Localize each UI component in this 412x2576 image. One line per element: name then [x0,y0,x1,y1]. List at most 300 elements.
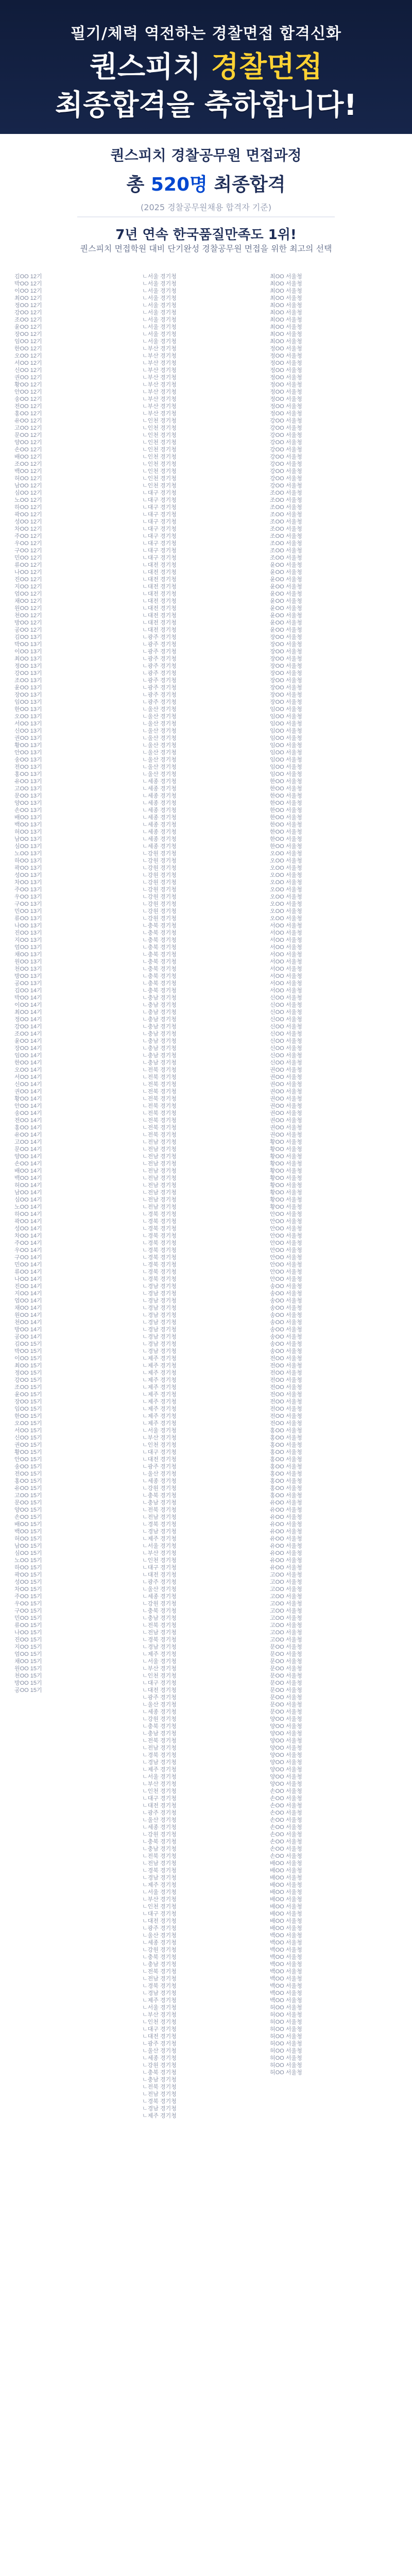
roster-item: 장OO 서울청 [270,685,302,691]
roster-item: 허OO 15기 [14,1536,42,1542]
roster-item: 신OO 서울청 [270,1024,302,1030]
roster-item: 전OO 서울청 [270,1377,302,1383]
roster-item: 조OO 12기 [14,317,42,323]
roster-item: ㄴ부산 경기청 [142,411,177,417]
roster-item: 고OO 서울청 [270,1630,302,1636]
roster-item: 양OO 서울청 [270,1738,302,1744]
roster-item: ㄴ전남 경기청 [142,1204,177,1210]
roster-item: 안OO 12기 [14,389,42,395]
roster-item: ㄴ전북 경기청 [142,1853,177,1859]
roster-item: ㄴ경북 경기청 [142,1262,177,1268]
roster-item: ㄴ광주 경기청 [142,663,177,669]
roster-item: 한OO 12기 [14,346,42,352]
roster-item: ㄴ인천 경기청 [142,1557,177,1564]
roster-item: ㄴ서울 경기청 [142,1774,177,1780]
roster-column-3 [270,273,398,2076]
roster-item: ㄴ인천 경기청 [142,439,177,446]
roster-item: 원OO 15기 [14,1666,42,1672]
roster-item: 임OO 서울청 [270,714,302,720]
roster-item: ㄴ울산 경기청 [142,1817,177,1823]
roster-item: 신OO 서울청 [270,1031,302,1037]
roster-item: 권OO 서울청 [270,1103,302,1109]
roster-item: 신OO 서울청 [270,1002,302,1008]
roster-item: 한OO 서울청 [270,800,302,806]
roster-item: 조OO 서울청 [270,540,302,547]
roster-item: 백OO 15기 [14,1529,42,1535]
roster-item: 진OO 12기 [14,577,42,583]
roster-item: 백OO 서울청 [270,1940,302,1946]
roster-item: 송OO 서울청 [270,1348,302,1354]
roster-item: 임OO 서울청 [270,757,302,763]
roster-item: 주OO 14기 [14,1240,42,1246]
roster-item: 강OO 서울청 [270,461,302,467]
roster-item: 송OO 14기 [14,1110,42,1116]
roster-item: 서OO 서울청 [270,959,302,965]
roster-item: 고OO 서울청 [270,1637,302,1643]
roster-item: ㄴ제주 경기청 [142,1370,177,1376]
roster-item: ㄴ서울 경기청 [142,1889,177,1895]
roster-item: ㄴ강원 경기청 [142,858,177,864]
roster-item: 민OO 13기 [14,908,42,914]
roster-item: 구OO 13기 [14,901,42,907]
roster-item: 허OO 서울청 [270,2033,302,2040]
roster-item: ㄴ부산 경기청 [142,375,177,381]
roster-item: 오OO 서울청 [270,916,302,922]
roster-item: 강OO 서울청 [270,418,302,424]
roster-item: 허OO 서울청 [270,2005,302,2011]
roster-item: ㄴ경남 경기청 [142,1875,177,1881]
roster-item: 정OO 서울청 [270,396,302,402]
roster-item: 홍OO 서울청 [270,1471,302,1477]
roster-item: 우OO 14기 [14,1247,42,1253]
roster-item: 유OO 14기 [14,1132,42,1138]
roster-item: 노OO 13기 [14,851,42,857]
roster-item: 손OO 서울청 [270,1853,302,1859]
roster-item: ㄴ경남 경기청 [142,1348,177,1354]
count-value: 520명 [150,174,208,195]
roster-item: ㄴ충북 경기청 [142,973,177,979]
roster-item: 성OO 14기 [14,1226,42,1232]
roster-item: ㄴ광주 경기청 [142,656,177,662]
roster-item: 윤OO 서울청 [270,598,302,604]
roster-item: 문OO 12기 [14,432,42,438]
roster-item: 강OO 12기 [14,310,42,316]
roster-item: 윤OO 서울청 [270,562,302,568]
roster-item: 홍OO 서울청 [270,1449,302,1455]
roster-item: ㄴ서울 경기청 [142,317,177,323]
roster-item: 손OO 12기 [14,447,42,453]
roster-item: 배OO 서울청 [270,1860,302,1867]
roster-item: 문OO 서울청 [270,1673,302,1679]
roster-item: ㄴ대전 경기청 [142,584,177,590]
roster-item: 천OO 12기 [14,613,42,619]
roster-item: ㄴ전남 경기청 [142,1190,177,1196]
roster-item: 한OO 서울청 [270,822,302,828]
roster-item: ㄴ제주 경기청 [142,1767,177,1773]
roster-item: 김OO 12기 [14,274,42,280]
roster-item: 임OO 서울청 [270,728,302,734]
hero [0,0,412,134]
roster-item: 나OO 12기 [14,569,42,575]
roster-item: ㄴ전북 경기청 [142,1738,177,1744]
roster-item: 임OO 12기 [14,338,42,345]
roster-item: 유OO 서울청 [270,1529,302,1535]
roster-item: 전OO 서울청 [270,1384,302,1391]
roster-item: 배OO 서울청 [270,1889,302,1895]
roster-item: 고OO 12기 [14,425,42,431]
roster-item: 백OO 서울청 [270,1961,302,1968]
roster-item: 정OO 서울청 [270,360,302,366]
roster-item: 강OO 서울청 [270,483,302,489]
hero-subtitle: 필기/체력 역전하는 경찰면접 합격신화 [71,25,341,43]
roster-item: 진OO 14기 [14,1283,42,1290]
roster-item: ㄴ대구 경기청 [142,1565,177,1571]
roster-item: 홍OO 서울청 [270,1428,302,1434]
roster-item: 서OO 서울청 [270,966,302,972]
roster-item: ㄴ전북 경기청 [142,1622,177,1629]
roster-item: 최OO 14기 [14,1009,42,1015]
roster-item: 나OO 14기 [14,1276,42,1282]
roster-item: 정OO 서울청 [270,411,302,417]
roster-item: ㄴ제주 경기청 [142,1420,177,1427]
roster-item: ㄴ울산 경기청 [142,757,177,763]
roster-item: ㄴ제주 경기청 [142,1413,177,1419]
roster-item: 강OO 13기 [14,670,42,676]
roster-item: 윤OO 서울청 [270,591,302,597]
roster-item: ㄴ충북 경기청 [142,1839,177,1845]
roster-item: 허OO 14기 [14,1182,42,1189]
roster-item: 곽OO 15기 [14,1572,42,1578]
roster-item: 유OO 12기 [14,418,42,424]
roster-item: 허OO 서울청 [270,2019,302,2025]
roster-item: ㄴ전북 경기청 [142,1110,177,1116]
roster-item: ㄴ울산 경기청 [142,764,177,770]
roster-item: 한OO 14기 [14,1060,42,1066]
roster-item: 양OO 서울청 [270,1774,302,1780]
roster-item: 임OO 서울청 [270,735,302,741]
roster-item: ㄴ전북 경기청 [142,1125,177,1131]
roster-item: 양OO 15기 [14,1507,42,1513]
roster-item: ㄴ세종 경기청 [142,1709,177,1715]
roster-item: ㄴ충남 경기청 [142,1031,177,1037]
roster-item: 엄OO 12기 [14,591,42,597]
roster-item: ㄴ충남 경기청 [142,1731,177,1737]
roster-item: 안OO 서울청 [270,1218,302,1225]
roster-item: 최OO 서울청 [270,281,302,287]
roster-item: ㄴ경남 경기청 [142,1312,177,1318]
roster-item: ㄴ서울 경기청 [142,1658,177,1665]
roster-item: ㄴ대구 경기청 [142,1795,177,1802]
roster-item: 유OO 서울청 [270,1507,302,1513]
roster-item: 권OO 서울청 [270,1081,302,1088]
roster-item: 한OO 13기 [14,706,42,713]
roster-item: ㄴ인천 경기청 [142,1904,177,1910]
roster-item: 방OO 13기 [14,973,42,979]
roster-item: 곽OO 12기 [14,512,42,518]
roster-item: ㄴ전남 경기청 [142,1139,177,1145]
roster-item: ㄴ울산 경기청 [142,2048,177,2054]
roster-item: 홍OO 서울청 [270,1478,302,1484]
roster-item: ㄴ울산 경기청 [142,714,177,720]
roster-item: ㄴ전북 경기청 [142,1081,177,1088]
roster-item: ㄴ울산 경기청 [142,1471,177,1477]
roster-item: 한OO 서울청 [270,829,302,835]
roster-item: 장OO 서울청 [270,692,302,698]
roster-item: 원OO 14기 [14,1312,42,1318]
roster-item: 오OO 서울청 [270,879,302,886]
roster-item: 장OO 서울청 [270,634,302,640]
roster-item: 송OO 서울청 [270,1334,302,1340]
roster-item: ㄴ전북 경기청 [142,1117,177,1124]
roster-item: 양OO 12기 [14,439,42,446]
roster-item: ㄴ충북 경기청 [142,980,177,987]
roster-item: 문OO 서울청 [270,1666,302,1672]
roster-item: 권OO 서울청 [270,1096,302,1102]
hero-accent: 경찰면접 [211,50,323,84]
roster-item: ㄴ제주 경기청 [142,1355,177,1362]
roster-item: ㄴ광주 경기청 [142,1810,177,1816]
roster-item: ㄴ전남 경기청 [142,1514,177,1520]
roster-item: 강OO 15기 [14,1377,42,1383]
roster-item: ㄴ전남 경기청 [142,1175,177,1181]
roster-item: ㄴ경북 경기청 [142,1269,177,1275]
roster-item: 배OO 서울청 [270,1911,302,1917]
roster-item: 오OO 14기 [14,1067,42,1073]
roster-item: 전OO 서울청 [270,1370,302,1376]
roster-item: ㄴ대구 경기청 [142,548,177,554]
roster-item: ㄴ인천 경기청 [142,483,177,489]
roster-item: ㄴ인천 경기청 [142,454,177,460]
roster-item: 오OO 15기 [14,1420,42,1427]
roster-item: ㄴ전북 경기청 [142,1096,177,1102]
roster-item: 구OO 15기 [14,1608,42,1614]
roster-item: 박OO 13기 [14,641,42,648]
roster-item: ㄴ충북 경기청 [142,1954,177,1960]
roster-item: 송OO 서울청 [270,1341,302,1347]
roster-item: 임OO 서울청 [270,764,302,770]
roster-item: 서OO 서울청 [270,923,302,929]
roster-item: 고OO 서울청 [270,1601,302,1607]
roster-item: 노OO 12기 [14,497,42,503]
roster-item: ㄴ전북 경기청 [142,1969,177,1975]
roster-item: 지OO 14기 [14,1291,42,1297]
roster-item: 권OO 서울청 [270,1089,302,1095]
roster-item: ㄴ서울 경기청 [142,281,177,287]
roster-item: ㄴ전남 경기청 [142,1182,177,1189]
roster-item: ㄴ충북 경기청 [142,2070,177,2076]
roster-item: 우OO 15기 [14,1601,42,1607]
roster-item: ㄴ충북 경기청 [142,1493,177,1499]
roster-item: 송OO 서울청 [270,1327,302,1333]
roster-item: 황OO 서울청 [270,1190,302,1196]
roster-item: 나OO 13기 [14,923,42,929]
roster-item: 주OO 12기 [14,533,42,539]
roster-section [0,263,412,2576]
roster-item: 양OO 13기 [14,800,42,806]
roster-item: 강OO 14기 [14,1024,42,1030]
roster-item: ㄴ경남 경기청 [142,1298,177,1304]
roster-item: ㄴ서울 경기청 [142,1543,177,1549]
roster-item: ㄴ부산 경기청 [142,346,177,352]
roster-item: ㄴ광주 경기청 [142,1579,177,1585]
roster-item: ㄴ인천 경기청 [142,461,177,467]
roster-item: 권OO 서울청 [270,1117,302,1124]
roster-item: 조OO 서울청 [270,533,302,539]
roster-item: 백OO 서울청 [270,1990,302,1996]
roster-item: 고OO 15기 [14,1493,42,1499]
roster-item: ㄴ충남 경기청 [142,1846,177,1852]
roster-item: 백OO 14기 [14,1175,42,1181]
roster-item: ㄴ울산 경기청 [142,742,177,749]
roster-item: ㄴ경남 경기청 [142,1291,177,1297]
roster-item: 양OO 서울청 [270,1781,302,1787]
roster-item: ㄴ울산 경기청 [142,750,177,756]
roster-item: 서OO 서울청 [270,937,302,943]
roster-item: ㄴ부산 경기청 [142,1781,177,1787]
roster-item: 한OO 서울청 [270,843,302,850]
roster-item: 방OO 12기 [14,620,42,626]
roster-item: ㄴ서울 경기청 [142,295,177,301]
roster-item: 전OO 15기 [14,1471,42,1477]
roster-item: ㄴ대전 경기청 [142,1803,177,1809]
roster-item: ㄴ울산 경기청 [142,1702,177,1708]
roster-item: 백OO 서울청 [270,1997,302,2004]
roster-item: 민OO 14기 [14,1262,42,1268]
roster-item: 유OO 서울청 [270,1550,302,1556]
roster-item: 강OO 서울청 [270,432,302,438]
roster-item: 조OO 14기 [14,1031,42,1037]
roster-item: 주OO 15기 [14,1594,42,1600]
roster-item: ㄴ대전 경기청 [142,1456,177,1463]
roster-item: ㄴ세종 경기청 [142,1940,177,1946]
roster-item: ㄴ강원 경기청 [142,916,177,922]
roster-item: 한OO 서울청 [270,793,302,799]
roster-item: 서OO 서울청 [270,988,302,994]
roster-item: 배OO 서울청 [270,1925,302,1931]
roster-item: ㄴ경북 경기청 [142,1240,177,1246]
roster-item: ㄴ충북 경기청 [142,966,177,972]
roster-item: 홍OO 14기 [14,1125,42,1131]
roster-item: 정OO 15기 [14,1370,42,1376]
roster-item: 홍OO 서울청 [270,1493,302,1499]
roster-item: ㄴ대구 경기청 [142,2026,177,2032]
roster-item: 고OO 13기 [14,786,42,792]
roster-item: 홍OO 서울청 [270,1442,302,1448]
roster-item: ㄴ제주 경기청 [142,1392,177,1398]
roster-item: 조OO 서울청 [270,519,302,525]
roster-item: ㄴ충남 경기청 [142,1615,177,1621]
roster-item: ㄴ인천 경기청 [142,476,177,482]
roster-item: 공OO 15기 [14,1687,42,1693]
roster-item: 조OO 13기 [14,677,42,684]
roster-item: ㄴ서울 경기청 [142,2005,177,2011]
roster-item: 공OO 14기 [14,1334,42,1340]
roster-item: 배OO 12기 [14,454,42,460]
roster-item: ㄴ충남 경기청 [142,1038,177,1044]
roster-item: 손OO 서울청 [270,1824,302,1831]
stats-note: (2025 경찰공무원채용 합격자 기준) [141,202,271,212]
roster-item: ㄴ전북 경기청 [142,1103,177,1109]
roster-item: 양OO 서울청 [270,1723,302,1730]
roster-item: ㄴ부산 경기청 [142,360,177,366]
roster-item: 황OO 15기 [14,1449,42,1455]
roster-item: ㄴ세종 경기청 [142,1478,177,1484]
roster-item: 남OO 15기 [14,1543,42,1549]
roster-item: ㄴ충남 경기청 [142,1024,177,1030]
roster-item: 백OO 서울청 [270,1933,302,1939]
roster-item: 정OO 서울청 [270,389,302,395]
roster-item: 김OO 14기 [14,988,42,994]
roster-item: 정OO 서울청 [270,346,302,352]
roster-item: 백OO 서울청 [270,1969,302,1975]
roster-item: 강OO 서울청 [270,454,302,460]
roster-item: ㄴ경남 경기청 [142,1759,177,1766]
roster-item: ㄴ경남 경기청 [142,1341,177,1347]
roster-item: 문OO 서울청 [270,1658,302,1665]
roster-item: 최OO 서울청 [270,310,302,316]
roster-item: ㄴ제주 경기청 [142,1363,177,1369]
roster-item: ㄴ경남 경기청 [142,1305,177,1311]
roster-item: ㄴ강원 경기청 [142,1601,177,1607]
roster-item: 황OO 서울청 [270,1197,302,1203]
roster-item: 황OO 13기 [14,742,42,749]
roster-item: 서OO 서울청 [270,952,302,958]
roster-item: ㄴ광주 경기청 [142,692,177,698]
roster-item: 문OO 서울청 [270,1680,302,1686]
roster-item: 전OO 서울청 [270,1406,302,1412]
roster-item: 손OO 서울청 [270,1803,302,1809]
roster-item: ㄴ전남 경기청 [142,1976,177,1982]
roster-item: 오OO 서울청 [270,901,302,907]
roster-item: 고OO 서울청 [270,1586,302,1592]
roster-item: ㄴ울산 경기청 [142,706,177,713]
roster-item: 안OO 13기 [14,750,42,756]
roster-item: 한OO 서울청 [270,836,302,842]
roster-item: 장OO 15기 [14,1399,42,1405]
roster-item: ㄴ제주 경기청 [142,1399,177,1405]
roster-item: ㄴ서울 경기청 [142,331,177,337]
roster-item: ㄴ부산 경기청 [142,367,177,374]
roster-item: 전OO 12기 [14,403,42,410]
roster-item: 성OO 13기 [14,872,42,878]
roster-item: 장OO 12기 [14,331,42,337]
roster-item: ㄴ인천 경기청 [142,418,177,424]
roster-item: ㄴ대구 경기청 [142,1911,177,1917]
roster-item: 주OO 13기 [14,887,42,893]
roster-item: 송OO 서울청 [270,1298,302,1304]
stats-headline: 퀀스피치 경찰공무원 면접과정 [110,147,302,164]
roster-item: ㄴ광주 경기청 [142,699,177,705]
roster-item: 정OO 서울청 [270,375,302,381]
roster-item: ㄴ서울 경기청 [142,274,177,280]
roster-item: 신OO 13기 [14,728,42,734]
roster-item: ㄴ경북 경기청 [142,1226,177,1232]
roster-item: 박OO 15기 [14,1348,42,1354]
roster-item: 채OO 13기 [14,952,42,958]
roster-item: 류OO 15기 [14,1622,42,1629]
roster-item: 황OO 서울청 [270,1161,302,1167]
roster-item: 최OO 15기 [14,1363,42,1369]
roster-item: 홍OO 서울청 [270,1435,302,1441]
roster-item: ㄴ광주 경기청 [142,685,177,691]
roster-item: 윤OO 15기 [14,1392,42,1398]
roster-item: 서OO 14기 [14,1074,42,1080]
roster-item: ㄴ경남 경기청 [142,1327,177,1333]
roster-item: ㄴ충북 경기청 [142,944,177,951]
roster-item: ㄴ전남 경기청 [142,2091,177,2097]
roster-item: 송OO 15기 [14,1464,42,1470]
roster-item: 조OO 서울청 [270,497,302,503]
